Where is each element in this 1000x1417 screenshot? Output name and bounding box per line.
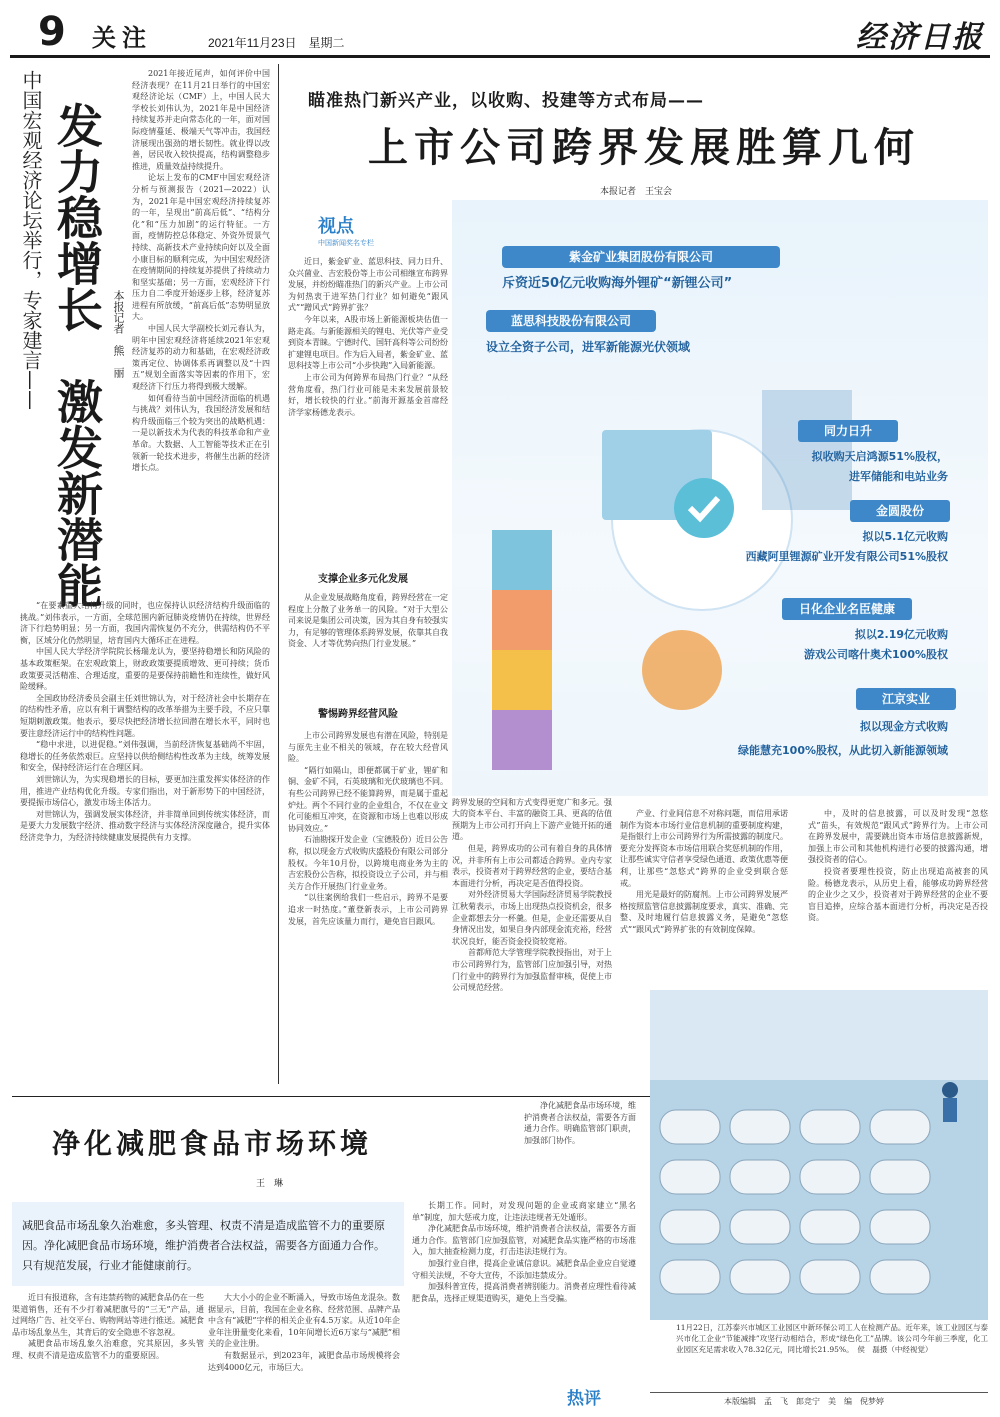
feature-column-5 [452,785,612,1083]
paragraph: 用光是最好的防腐剂。上市公司跨界发展严格按照监管信息披露制度要求，真实、准确、完整、及时地履行信息披露义务，是避免“忽悠式”“跟风式”跨界扩张的有效制度保障。 [620,890,788,934]
feature-headline: 上市公司跨界发展胜算几何 [368,125,920,171]
paragraph: 论坛上发布的CMF中国宏观经济分析与预测报告（2021—2022）认为，2021年是中国宏观经济持续复苏的一年，呈现出“前高后低”、“结构分化”和“压力加剧”的运行特征。一方面，疫情防控总体稳定、外资外贸景气持续、高新技术产业持续向好以及全面小康目标的顺利完成，为中国宏观经济在疫情期间的持续复苏提供了持续动力和坚实基础；另一方面，宏观经济下行压力自二季度开始逐步上移，经济复苏进程有所放缓，“前高后低”态势明显放大。 [132,173,270,322]
paragraph: 上市公司为何跨界布局热门行业？“从经营角度看，热门行业可能是未来发展前景较好，增长较快的行业。”前海开源基金首席经济学家杨德龙表示。 [288,372,448,417]
factory-photo [650,990,988,1320]
paragraph: 大大小小的企业不断涌入，导致市场鱼龙混杂。数据显示，目前，我国在企业名称、经营范围、品牌产品中含有“减肥”字样的相关企业有4.5万家。从近10年企业年注册量变化来看，10年间增长近6万家与“减肥”相关的企业注册。 [208,1293,400,1349]
paragraph: 全国政协经济委员会副主任刘世锦认为，对于经济社会中长期存在的结构性矛盾，应以有利于调整结构的改革举措为主要手段，不应只靠短期刺激政策。他表示，要尽快把经济增长拉回潜在增长水平，同时也要注意经济运行中的结构性问题。 [20,693,270,738]
company-tag-detail: 拟以2.19亿元收购 [854,628,948,641]
subhead: 支撑企业多元化发展 [318,574,408,585]
column-divider [278,64,279,1084]
company-tag-detail: 游戏公司喀什奥术100%股权 [804,648,948,661]
paragraph: 上市公司跨界发展也有潜在风险，特别是与原先主业不相关的领域，存在较大经营风险。 [288,731,448,764]
company-tag-detail: 绿能慧充100%股权，从此切入新能源领域 [738,744,948,757]
left-article-byline: 本报记者 熊 丽 [112,290,125,378]
paragraph: “在要素重大结构升级的同时，也应保持认识经济结构升级面临的挑战。”刘伟表示，一方面，全球范围内新冠肺炎疫情仍在持续，世界经济下行趋势明显；另一方面，我国内需恢复仍不充分，供需结构仍不平衡，区域分化仍然明显，培育国内大循环正在进程。 [20,601,270,645]
company-tag-detail: 拟收购天启鸿源51%股权， [811,450,948,463]
left-article-headline: 发力稳增长 激发新潜能 [50,102,104,608]
paragraph: “稳中求进，以进促稳。”刘伟强调，当前经济恢复基础尚不牢固，稳增长的任务依然艰巨。应坚持以供给侧结构性改革为主线，统筹发展和安全，保持经济运行在合理区间。 [20,740,270,773]
paragraph: 中，及时的信息披露，可以及时发现“忽悠式”苗头，有效规范“跟风式”跨界行为。上市公司在跨界发展中，需要跳出资本市场信息披露新规，加强上市公司和其他机构进行必要的披露沟通，增强投资者的信心。 [808,809,988,865]
paragraph: 今年以来，A股市场上新能源板块估值一路走高。与新能源相关的锂电、光伏等产业受到资本青睐。宁德时代、国轩高科等公司纷纷扩建锂电项目。作为后入局者，紫金矿业、蓝思科技等上市公司“小步快跑”入局新能源。 [288,314,448,371]
newspaper-logo: 经济日报 [856,20,984,55]
infographic [452,200,988,796]
paragraph: 加强科普宣传，提高消费者辨别能力。消费者应理性看待减肥食品，选择正规渠道购买，避免上当受骗。 [412,1282,636,1303]
commentary-column-4 [524,1100,636,1200]
viewpoint-sublabel: 中国新闻奖名专栏 [318,239,374,247]
paragraph: 减肥食品市场乱象久治难愈，究其原因，多头管理、权责不清是造成监管不力的重要原因。 [12,1339,204,1360]
feature-column-3 [288,730,448,1082]
hot-comment-label: 热评 [567,1389,601,1409]
paragraph: “隔行如隔山，即便都属于矿业，锂矿和铜、金矿不同，石英玻璃和光伏玻璃也不同。有些公司跨界已经不能算跨界，而是属于重起炉灶。两个不同行业的企业组合，不仅在业文化可能相互冲突，在资源和市场上也难以形成协同效应。” [288,765,448,833]
company-tag-detail: 拟以现金方式收购 [860,720,948,733]
company-tag-detail: 西藏阿里锂源矿业开发有限公司51%股权 [745,550,948,563]
left-article-column-a [132,68,270,593]
commentary-column-2 [208,1292,400,1412]
company-tag-detail: 进军储能和电站业务 [849,470,948,483]
feature-column-2 [288,592,448,720]
viewpoint-badge [318,212,392,246]
feature-column-6 [620,808,788,934]
company-tag: 江京实业 [856,688,956,710]
infographic-band-detail: 设立全资子公司，进军新能源光伏领域 [486,340,691,354]
subhead: 警惕跨界经营风险 [318,709,398,720]
paragraph: 近日，紫金矿业、蓝思科技、同力日升、众兴菌业、吉宏股份等上市公司相继宣布跨界发展，并纷纷瞄准热门的新兴产业。上市公司为何热衷于进军热门行业？如何避免“跟风式”“蹭风式”跨界扩张？ [288,257,448,313]
paragraph: 刘世锦认为，为实现稳增长的目标，要更加注重发挥实体经济的作用，推进产业结构优化升级。专家们指出，对于新形势下的中国经济，要提振市场信心，激发市场主体活力。 [20,774,270,808]
feature-byline: 本报记者 王宝会 [600,187,673,197]
feature-column-1 [288,256,448,556]
infographic-band-title: 紫金矿业集团股份有限公司 [502,246,780,268]
paragraph: 跨界发展的空间和方式变得更宽广和多元。强大的资本平台、丰富的融资工具、更高的估值预期为上市公司打开向上下游产业链开拓的通道。 [452,797,612,842]
paragraph: 近日有报道称，含有违禁药物的减肥食品仍在一些渠道销售，还有不少打着减肥旗号的“三无”产品，通过网络广告、社交平台、购物网站等进行推送。减肥食品市场乱象丛生，其背后的安全隐患不容忽视。 [12,1293,204,1337]
left-article-column-b [20,600,270,1075]
feature-kicker: 瞄准热门新兴产业，以收购、投建等方式布局—— [308,91,704,111]
feature-column-7 [808,808,988,923]
paragraph: 有数据显示，到2023年，减肥食品市场规模将会达到4000亿元，市场巨大。 [208,1350,400,1372]
paragraph: 净化减肥食品市场环境，维护消费者合法权益，需要各方面通力合作。监管部门应加强监管，对减肥食品实施严格的市场准入，加大抽查检测力度，打击违法违规行为。 [412,1224,636,1257]
company-tag-detail: 拟以5.1亿元收购 [862,530,948,543]
paragraph: 首都师范大学管理学院教授指出，对于上市公司跨界行为，监管部门应加强引导，对热门行业中的跨界行为加强监督审核，促使上市公司规范经营。 [452,948,612,993]
editor-credits: 本版编辑 孟 飞 郎竞宁 美 编 倪梦婷 [724,1397,884,1406]
paragraph: 从企业发展战略角度看，跨界经营在一定程度上分散了业务单一的风险。“对于大型公司来说是集团公司决策，因为其自身有较强实力，有足够的管理体系跨界发展，依靠其自我资金、人才等优势向热门行业发展。” [288,593,448,649]
infographic-band-detail: 斥资近50亿元收购海外锂矿“新锂公司” [502,276,733,291]
paragraph: 加强行业自律，提高企业诚信意识。减肥食品企业应自觉遵守相关法规，不夸大宣传，不添加违禁成分。 [412,1258,636,1280]
commentary-lead: 减肥食品市场乱象久治难愈，多头管理、权责不清是造成监管不力的重要原因。净化减肥食品市场环境，维护消费者合法权益，需要各方面通力合作。只有规范发展，行业才能健康前行。 [22,1219,385,1272]
commentary-column-1 [12,1292,204,1412]
paragraph: 对外经济贸易大学国际经济贸易学院教授江秋菊表示，市场上出现热点投资机会，很多企业都想去分一杯羹。但是，企业还需要从自身情况出发，如果自身内部现金流充裕，经营状况良好，能否资金投资较宽裕。 [452,890,612,946]
paragraph: 投资者要理性投资，防止出现追高被套的风险。杨德龙表示，从历史上看，能够成功跨界经营的企业少之又少，投资者对于跨界经营的企业不要盲目追捧，应综合基本面进行分析，再决定是否投资。 [808,866,988,923]
commentary-byline: 王 琳 [256,1179,284,1189]
paragraph: 但是，跨界成功的公司有着自身的具体情况，并非所有上市公司都适合跨界。业内专家表示，投资者对于跨界经营的企业，要结合基本面进行分析，再决定是否值得投资。 [452,843,612,888]
paragraph: 对世锦认为，强调发展实体经济，并非简单回到传统实体经济，而是要大力发展数字经济、推动数字经济与实体经济深度融合，提升实体经济竞争力，为经济持续健康发展提供有力支撑。 [20,809,270,842]
footer-divider [650,1392,988,1393]
photo-illustration [650,990,988,1320]
paragraph: 石油勘探开发企业（宝德股份）近日公告称，拟以现金方式收购庆盛股份有限公司部分股权。今年10月份，以跨境电商业务为主的吉宏股份公告称，拟投资设立子公司，并与相关方合作开展热门行业业务。 [288,835,448,891]
issue-date: 2021年11月23日 星期二 [208,36,345,50]
company-tag: 金圆股份 [850,500,950,522]
photo-caption: 11月22日，江苏泰兴市城区工业园区中新环保公司工人在检测产品。近年来，该工业园区与泰兴市化工企业“节能减排”攻坚行动相结合，形成“绿色化工”品牌。该公司今年前三季度，化工业园区充足需求收入78.32亿元，同比增长21.95%。 侯 磊摄（中经视觉） [676,1323,988,1354]
page-number: 9 [38,9,66,55]
commentary-column-3 [412,1200,636,1380]
viewpoint-label: 视点 [318,216,354,237]
paragraph: 长期工作。同时，对发现问题的企业或商家建立“黑名单”制度，加大惩戒力度，让违法违规者无处遁形。 [412,1201,636,1222]
company-tag: 日化企业名臣健康 [782,598,912,620]
infographic-band-title: 蓝思科技股份有限公司 [486,310,656,332]
company-tag: 同力日升 [798,420,898,442]
left-article-kicker: 中国宏观经济论坛举行，专家建言—— [19,70,43,410]
paragraph: “以往案例给我们一些启示，跨界不是要追求一时热度。”董登新表示，上市公司跨界发展，首先应该量力而行，避免盲目跟风。 [288,893,448,926]
commentary-headline: 净化减肥食品市场环境 [52,1127,373,1160]
paragraph: 2021年接近尾声，如何评价中国经济表现？在11月21日举行的中国宏观经济论坛（CMF）上，中国人民大学校长刘伟认为，2021年是中国经济持续复苏并走向常态化的一年，面对国际疫情蔓延、极端天气等冲击，我国经济展现出强劲的增长韧性。就业得以改善，居民收入较快提高，结构调整稳步推进，质量效益持续提升。 [132,69,270,171]
masthead [10,8,990,58]
column-title: 关注 [92,24,152,52]
paragraph: 净化减肥食品市场环境，维护消费者合法权益，需要各方面通力合作。明确监管部门职责，加强部门协作。 [524,1101,636,1145]
paragraph: 中国人民大学副校长刘元春认为，明年中国宏观经济将延续2021年宏观经济复苏的动力和基础，在宏观经济政策再定位、协调体系再调整以及“十四五”规划全面落实等因素的作用下，宏观经济下行压力将得到极大缓解。 [132,324,270,392]
paragraph: 中国人民大学经济学院院长杨瑞龙认为，要坚持稳增长和防风险的基本政策框架。在宏观政策上，财政政策要提质增效、更可持续；货币政策要灵活精准、合理适度，重要的是要保持前瞻性和连续性，做好风险缓释。 [20,647,270,692]
paragraph: 如何看待当前中国经济面临的机遇与挑战？刘伟认为，我国经济发展和结构升级面临三个较为突出的战略机遇：一是以新技术为代表的科技革命和产业革命。大数据、人工智能等技术正在引领新一轮技术进步，将催生出新的经济增长点。 [132,393,270,473]
paragraph: 产业、行业间信息不对称问题，而信用承诺制作为资本市场行业信息机制的重要制度构建，是指银行上市公司跨界行为所需披露的制度尺。要充分发挥资本市场信用联合奖惩机制的作用，让那些诚实守信者享受绿色通道、政策优惠等便利，让那些“忽悠式”跨界的企业受到联合惩戒。 [620,809,788,888]
